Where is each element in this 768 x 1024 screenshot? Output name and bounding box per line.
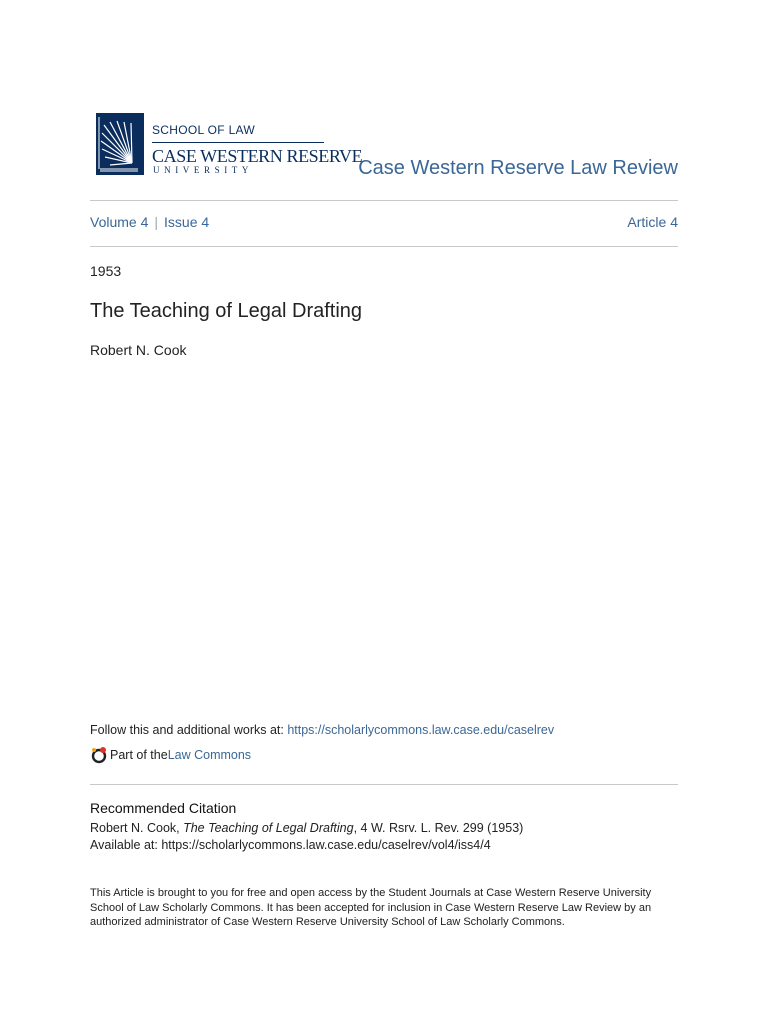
part-of-line <box>90 746 251 764</box>
issue-bar <box>90 214 678 230</box>
citation-available: Available at: https://scholarlycommons.law.case.edu/caselrev/vol4/iss4/4 <box>90 838 491 852</box>
citation-author: Robert N. Cook, <box>90 821 184 835</box>
citation-line <box>90 821 523 835</box>
logo-divider <box>152 142 324 143</box>
header-divider <box>90 200 678 201</box>
logo-university-name: CASE WESTERN RESERVE <box>152 146 363 166</box>
citation-divider <box>90 784 678 785</box>
publication-year: 1953 <box>90 263 122 279</box>
issue-separator: | <box>154 214 159 230</box>
logo-university-word: UNIVERSITY <box>153 165 253 175</box>
access-notice: This Article is brought to you for free and open access by the Student Journals at Case Western Reserve University School of Law Scholarly Commons. It has been accepted for inclusion in Case Western Reserve Law Review by an authorized administrator of Case Western Reserve University School of Law Scholarly Commons. <box>90 887 652 928</box>
article-link[interactable]: Article 4 <box>627 214 678 230</box>
follow-line <box>90 723 554 737</box>
university-logo[interactable] <box>96 113 363 175</box>
logo-school-text: SCHOOL OF LAW <box>152 123 256 137</box>
sunburst-logo-icon <box>96 113 144 175</box>
part-of-label: Part of the <box>110 748 168 762</box>
volume-link[interactable]: Volume 4 <box>90 214 149 230</box>
citation-title: The Teaching of Legal Drafting <box>183 821 354 835</box>
network-commons-icon <box>90 746 108 764</box>
article-author: Robert N. Cook <box>90 342 187 358</box>
header <box>90 113 678 183</box>
follow-label: Follow this and additional works at: <box>90 723 288 737</box>
follow-url-link[interactable]: https://scholarlycommons.law.case.edu/caselrev <box>287 723 555 737</box>
article-title: The Teaching of Legal Drafting <box>90 300 363 322</box>
issue-link[interactable]: Issue 4 <box>164 214 210 230</box>
law-commons-link[interactable]: Law Commons <box>167 748 252 762</box>
cover-page <box>90 0 678 1024</box>
journal-title-link[interactable]: Case Western Reserve Law Review <box>358 157 678 179</box>
issue-divider <box>90 246 678 247</box>
citation-rest: , 4 W. Rsrv. L. Rev. 299 (1953) <box>353 821 524 835</box>
recommended-citation-heading: Recommended Citation <box>90 800 237 816</box>
